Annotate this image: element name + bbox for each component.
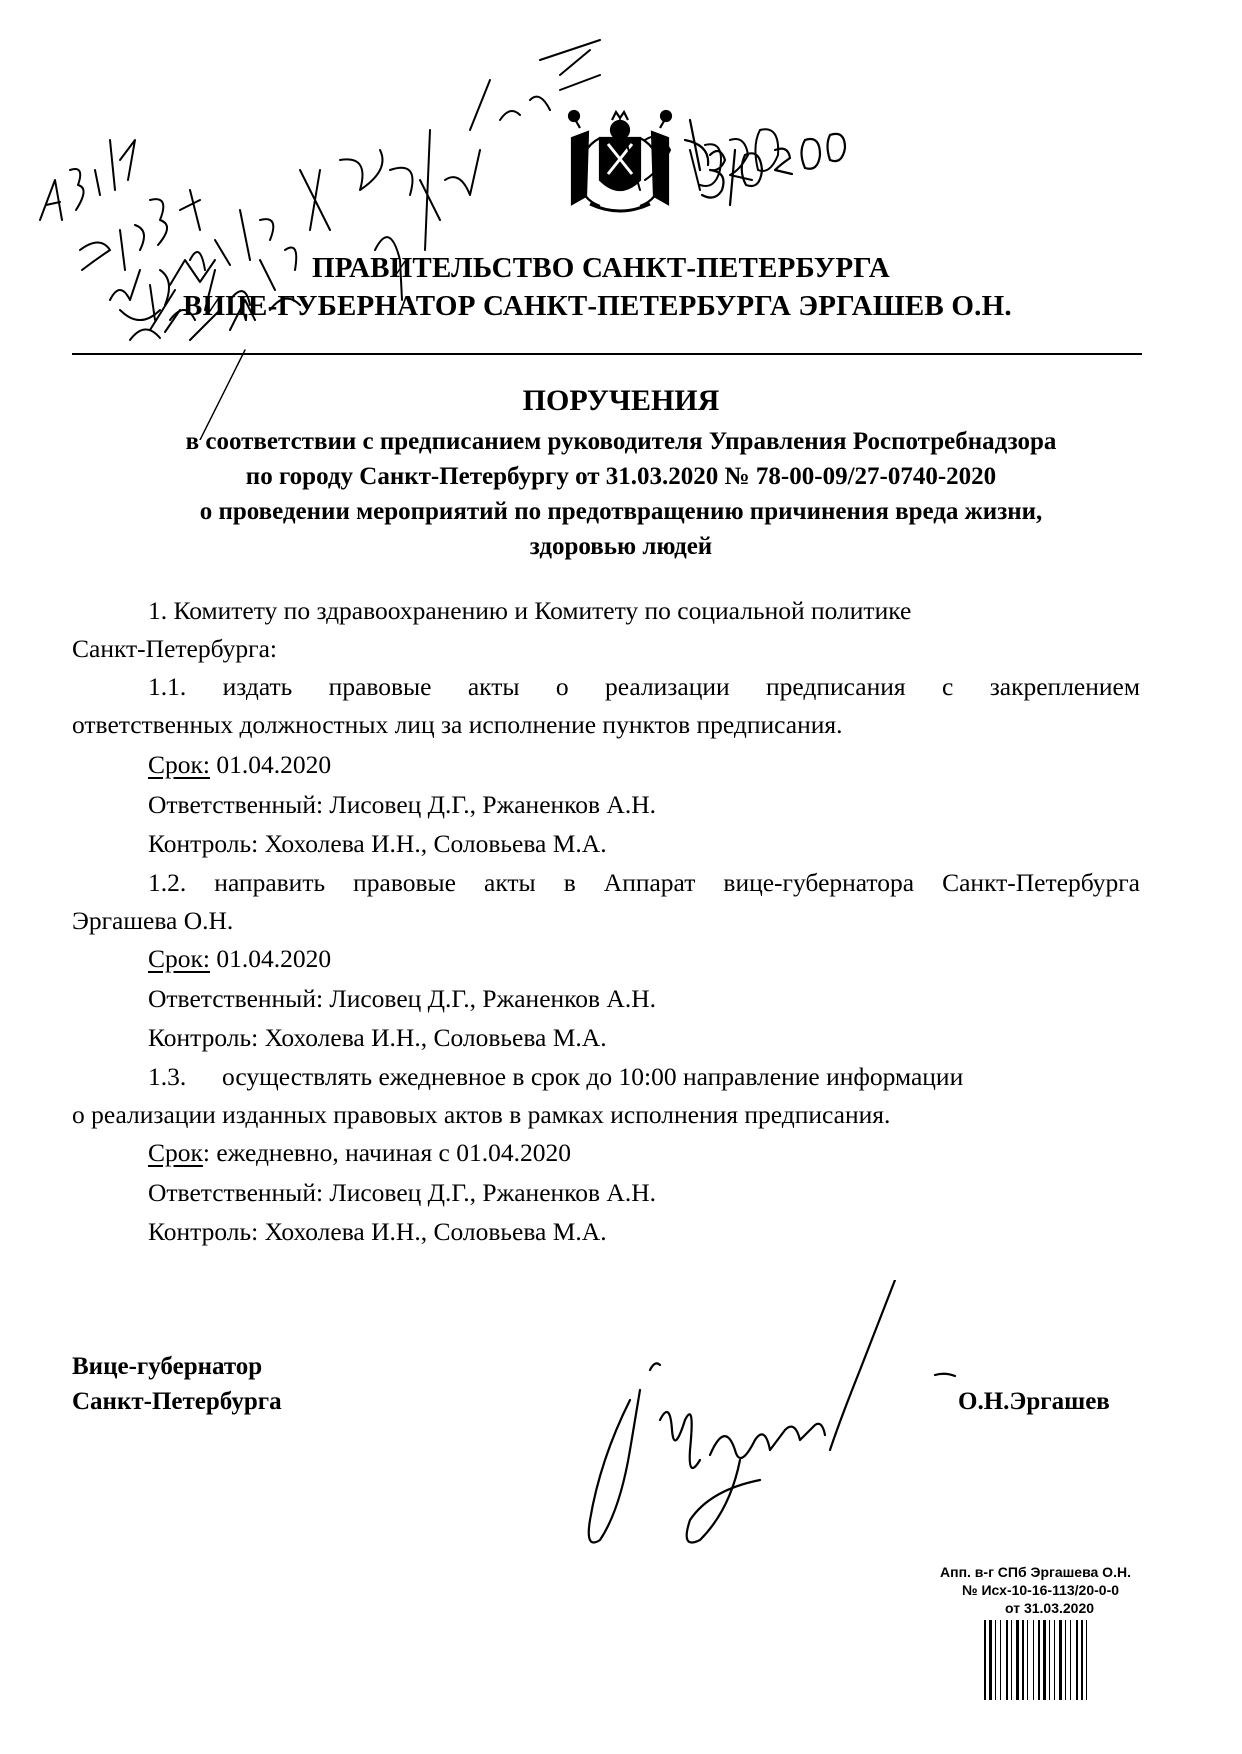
responsible-1: Ответственный: Лисовец Д.Г., Ржаненков А.Н. xyxy=(148,790,656,819)
deadline-1 xyxy=(148,750,331,780)
deadline-value: : ежедневно, начиная с 01.04.2020 xyxy=(202,1138,572,1167)
item-1-3-line-1: осуществлять ежедневное в срок до 10:00 направление информации xyxy=(222,1062,964,1091)
deadline-label: Срок: xyxy=(148,750,210,779)
control-3: Контроль: Хохолева И.Н., Соловьева М.А. xyxy=(148,1217,607,1246)
handwritten-signature xyxy=(560,1280,960,1570)
signer-position-line-1: Вице-губернатор xyxy=(72,1353,263,1380)
signer-position-line-2: Санкт-Петербурга xyxy=(72,1388,282,1415)
barcode-bar xyxy=(1086,1620,1087,1700)
item-1-1-line-1: 1.1. издать правовые акты о реализации предписания с закреплением xyxy=(148,672,1140,701)
control-2: Контроль: Хохолева И.Н., Соловьева М.А. xyxy=(148,1023,607,1052)
coat-of-arms-emblem xyxy=(560,108,680,220)
deadline-value: 01.04.2020 xyxy=(209,944,332,973)
barcode-bar xyxy=(1076,1620,1078,1700)
barcode-bar xyxy=(1027,1620,1028,1700)
deadline-label: Срок: xyxy=(148,944,210,973)
title-line-1: в соответствии с предписанием руководителя Управления Роспотребнадзора xyxy=(185,428,1057,455)
barcode-bar xyxy=(989,1620,992,1700)
barcode-bar xyxy=(1011,1620,1012,1700)
header-government: ПРАВИТЕЛЬСТВО САНКТ-ПЕТЕРБУРГА xyxy=(312,252,890,284)
item-1-3-number: 1.3. xyxy=(148,1062,187,1091)
barcode xyxy=(982,1620,1112,1702)
deadline-label: Срок xyxy=(148,1138,203,1167)
title-line-3: о проведении мероприятий по предотвращению причинения вреда жизни, xyxy=(199,498,1043,525)
barcode-bar xyxy=(1081,1620,1083,1700)
barcode-bar xyxy=(1054,1620,1055,1700)
barcode-bar xyxy=(1065,1620,1066,1700)
handwritten-resolution xyxy=(0,20,940,440)
deadline-value: 01.04.2020 xyxy=(209,750,332,779)
barcode-bar xyxy=(984,1620,986,1700)
header-vice-governor: ВИЦЕ-ГУБЕРНАТОР САНКТ-ПЕТЕРБУРГА ЭРГАШЕВ О.Н. xyxy=(183,290,1012,322)
barcode-bar xyxy=(1000,1620,1001,1700)
control-1: Контроль: Хохолева И.Н., Соловьева М.А. xyxy=(148,829,607,858)
item-1-1-line-2: ответственных должностных лиц за исполнение пунктов предписания. xyxy=(72,710,843,739)
item-1-3-line-2: о реализации изданных правовых актов в рамках исполнения предписания. xyxy=(72,1100,891,1129)
item-1-line-1: 1. Комитету по здравоохранению и Комитету по социальной политике xyxy=(148,596,912,625)
registration-stamp-line-1: Апп. в-г СПб Эргашева О.Н. xyxy=(940,1564,1131,1580)
barcode-bar xyxy=(1059,1620,1062,1700)
responsible-3: Ответственный: Лисовец Д.Г., Ржаненков А.Н. xyxy=(148,1178,656,1207)
barcode-bar xyxy=(1043,1620,1046,1700)
signer-name: О.Н.Эргашев xyxy=(958,1388,1110,1415)
header-divider xyxy=(72,353,1142,355)
item-1-line-2: Санкт-Петербурга: xyxy=(72,634,277,663)
barcode-bar xyxy=(1016,1620,1019,1700)
deadline-2 xyxy=(148,944,331,974)
registration-stamp-line-3: от 31.03.2020 xyxy=(1005,1600,1095,1616)
barcode-bar xyxy=(1033,1620,1034,1700)
barcode-bar xyxy=(1049,1620,1050,1700)
deadline-3 xyxy=(148,1138,571,1168)
barcode-bar xyxy=(995,1620,996,1700)
barcode-bar xyxy=(1070,1620,1071,1700)
barcode-bar xyxy=(1006,1620,1008,1700)
title-line-2: по городу Санкт-Петербургу от 31.03.2020 № 78-00-09/27-0740-2020 xyxy=(245,463,997,490)
barcode-bar xyxy=(1022,1620,1024,1700)
document-title: ПОРУЧЕНИЯ xyxy=(522,384,720,417)
title-line-4: здоровью людей xyxy=(529,533,713,560)
responsible-2: Ответственный: Лисовец Д.Г., Ржаненков А.Н. xyxy=(148,984,656,1013)
barcode-bar xyxy=(1038,1620,1040,1700)
item-1-2-line-2: Эргашева О.Н. xyxy=(72,906,234,935)
item-1-2-line-1: 1.2. направить правовые акты в Аппарат вице-губернатора Санкт-Петербурга xyxy=(148,868,1140,897)
registration-stamp-line-2: № Исх-10-16-113/20-0-0 xyxy=(962,1582,1120,1598)
handwritten-date xyxy=(680,110,870,230)
